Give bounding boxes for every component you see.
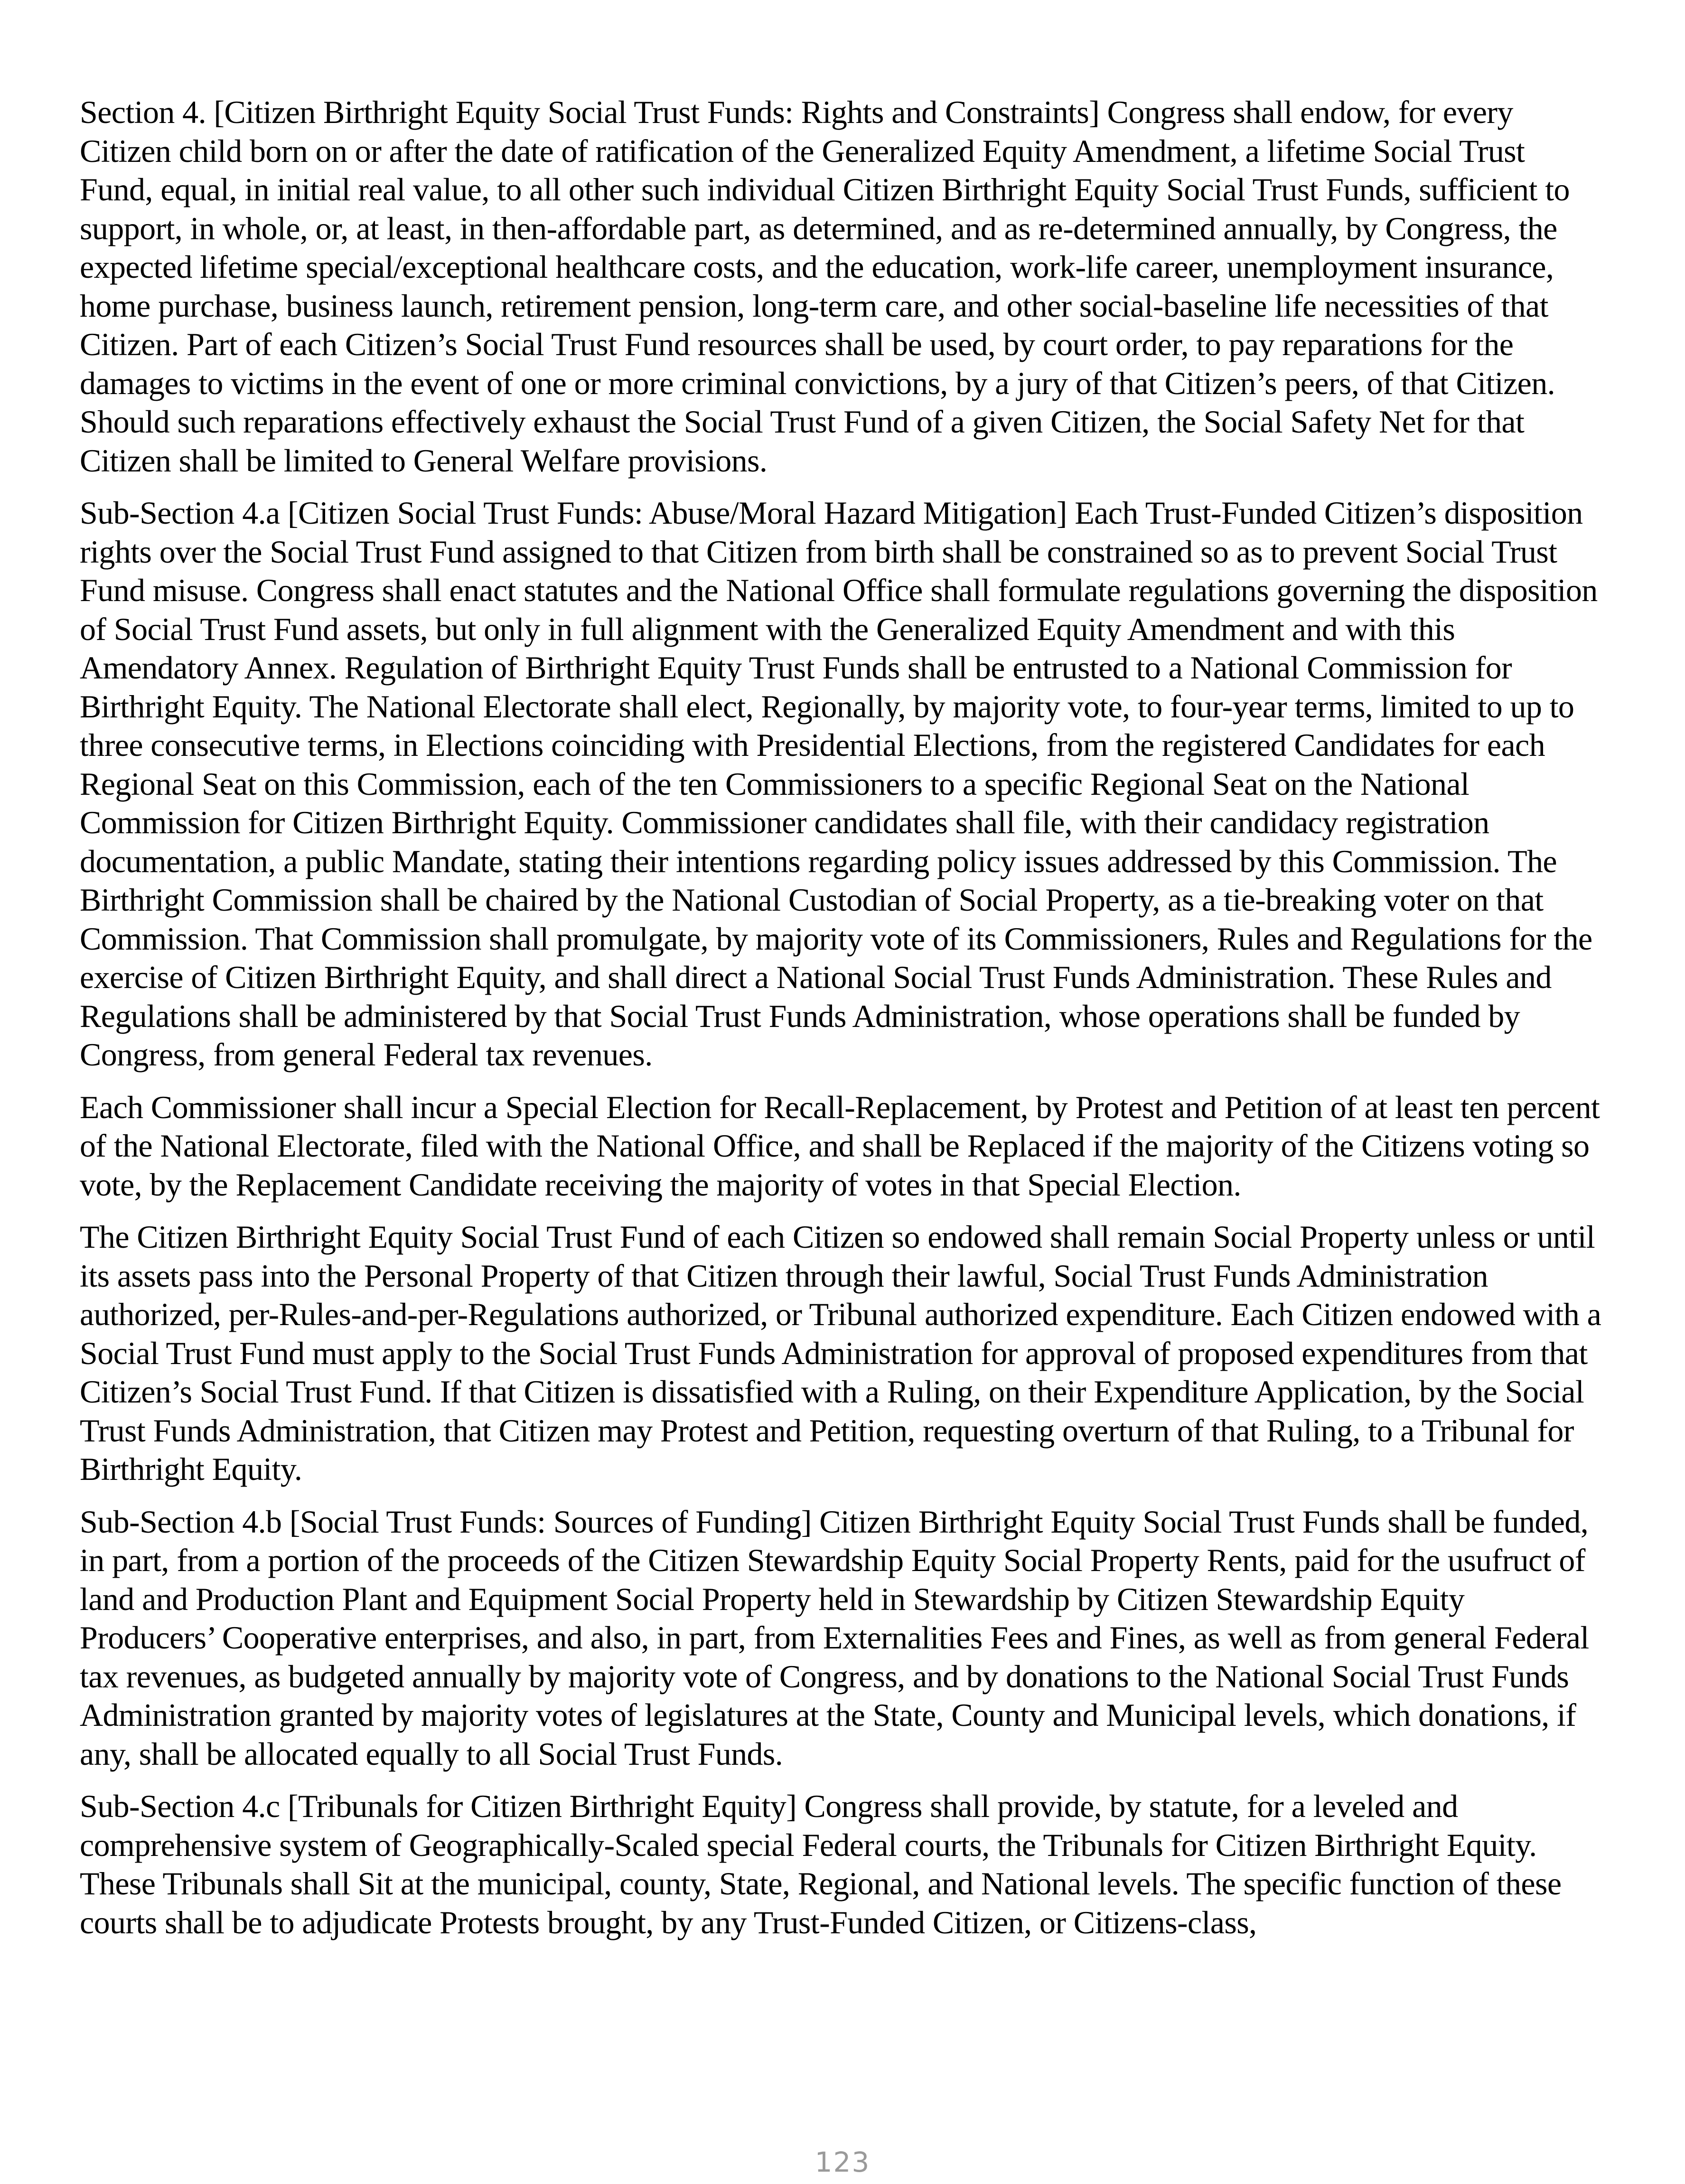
paragraph-sub-section-4b: Sub-Section 4.b [Social Trust Funds: Sources of Funding] Citizen Birthright Equity Social Trust Funds shall be funded, in part, from a portion of the proceeds of the Citizen Stewardship Equity Social Property Rents, paid for the usufruct of land and Production Plant and Equipment Social Property held in Stewardship by Citizen Stewardship Equity Producers’ Cooperative enterprises, and also, in part, from Externalities Fees and Fines, as well as from general Federal tax revenues, as budgeted annually by majority vote of Congress, and by donations to the National Social Trust Funds Administration granted by majority votes of legislatures at the State, County and Municipal levels, which donations, if any, shall be allocated equally to all Social Trust Funds.: [80, 1503, 1589, 1772]
page-number: 123: [814, 2146, 871, 2178]
paragraph-sub-section-4a: Sub-Section 4.a [Citizen Social Trust Funds: Abuse/Moral Hazard Mitigation] Each Trust-Funded Citizen’s disposition rights over the Social Trust Fund assigned to that Citizen from birth shall be constrained so as to prevent Social Trust Fund misuse. Congress shall enact statutes and the National Office shall formulate regulations governing the disposition of Social Trust Fund assets, but only in full alignment with the Generalized Equity Amendment and with this Amendatory Annex. Regulation of Birthright Equity Trust Funds shall be entrusted to a National Commission for Birthright Equity. The National Electorate shall elect, Regionally, by majority vote, to four-year terms, limited to up to three consecutive terms, in Elections coinciding with Presidential Elections, from the registered Candidates for each Regional Seat on this Commission, each of the ten Commissioners to a specific Regional Seat on the National Commission for Citizen Birthright Equity. Commissioner candidates shall file, with their candidacy registration documentation, a public Mandate, stating their intentions regarding policy issues addressed by this Commission. The Birthright Commission shall be chaired by the National Custodian of Social Property, as a tie-breaking voter on that Commission. That Commission shall promulgate, by majority vote of its Commissioners, Rules and Regulations for the exercise of Citizen Birthright Equity, and shall direct a National Social Trust Funds Administration. These Rules and Regulations shall be administered by that Social Trust Funds Administration, whose operations shall be funded by Congress, from general Federal tax revenues.: [80, 495, 1598, 1073]
page-body: [80, 93, 1605, 1956]
paragraph-sub-section-4c: Sub-Section 4.c [Tribunals for Citizen Birthright Equity] Congress shall provide, by statute, for a leveled and comprehensive system of Geographically-Scaled special Federal courts, the Tribunals for Citizen Birthright Equity. These Tribunals shall Sit at the municipal, county, State, Regional, and National levels. The specific function of these courts shall be to adjudicate Protests brought, by any Trust-Funded Citizen, or Citizens-class,: [80, 1788, 1562, 1940]
paragraph-section-4: Section 4. [Citizen Birthright Equity Social Trust Funds: Rights and Constraints] Congress shall endow, for every Citizen child born on or after the date of ratification of the Generalized Equity Amendment, a lifetime Social Trust Fund, equal, in initial real value, to all other such individual Citizen Birthright Equity Social Trust Funds, sufficient to support, in whole, or, at least, in then-affordable part, as determined, and as re-determined annually, by Congress, the expected lifetime special/exceptional healthcare costs, and the education, work-life career, unemployment insurance, home purchase, business launch, retirement pension, long-term care, and other social-baseline life necessities of that Citizen. Part of each Citizen’s Social Trust Fund resources shall be used, by court order, to pay reparations for the damages to victims in the event of one or more criminal convictions, by a jury of that Citizen’s peers, of that Citizen. Should such reparations effectively exhaust the Social Trust Fund of a given Citizen, the Social Safety Net for that Citizen shall be limited to General Welfare provisions.: [80, 94, 1570, 479]
paragraph-commissioner-recall: Each Commissioner shall incur a Special Election for Recall-Replacement, by Protest and Petition of at least ten percent of the National Electorate, filed with the National Office, and shall be Replaced if the majority of the Citizens voting so vote, by the Replacement Candidate receiving the majority of votes in that Special Election.: [80, 1089, 1600, 1203]
paragraph-social-property: The Citizen Birthright Equity Social Trust Fund of each Citizen so endowed shall remain Social Property unless or until its assets pass into the Personal Property of that Citizen through their lawful, Social Trust Funds Administration authorized, per-Rules-and-per-Regulations authorized, or Tribunal authorized expenditure. Each Citizen endowed with a Social Trust Fund must apply to the Social Trust Funds Administration for approval of proposed expenditures from that Citizen’s Social Trust Fund. If that Citizen is dissatisfied with a Ruling, on their Expenditure Application, by the Social Trust Funds Administration, that Citizen may Protest and Petition, requesting overturn of that Ruling, to a Tribunal for Birthright Equity.: [80, 1219, 1601, 1487]
